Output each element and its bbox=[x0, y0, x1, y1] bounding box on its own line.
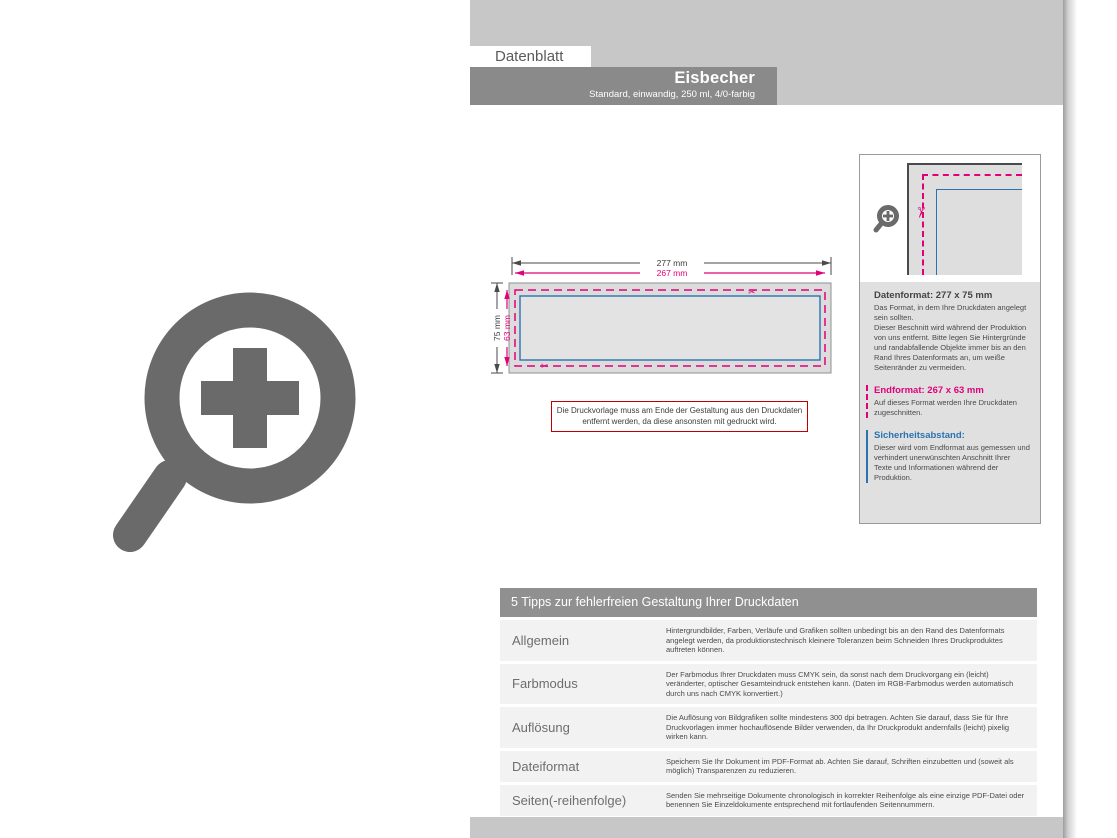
table-row bbox=[500, 751, 1037, 782]
bottom-gray-bar bbox=[470, 817, 1063, 838]
datenblatt-tab-label: Datenblatt bbox=[495, 48, 564, 65]
scissors-icon: ✂ bbox=[748, 287, 756, 297]
datenformat-title: Datenformat: 277 x 75 mm bbox=[874, 290, 993, 301]
tip-text: Die Auflösung von Bildgrafiken sollte mindestens 300 dpi betragen. Achten Sie darauf, dass Sie für Ihre Druckvorlagen immer hochauflösende Bilder verwenden, da Ihr Druckprodukt andernfalls (leicht) pixelig wirken kann. bbox=[666, 713, 1010, 741]
druckvorlage-note-box bbox=[551, 401, 808, 432]
tip-label: Seiten(-reihenfolge) bbox=[512, 792, 627, 808]
table-row bbox=[500, 785, 1037, 816]
table-row bbox=[500, 707, 1037, 748]
corner-detail-thumbnail bbox=[907, 163, 1022, 275]
sicherheitsabstand-text: Dieser wird vom Endformat aus gemessen und verhindert unerwünschten Anschnitt Ihrer Texte und Informationen während der Produktion. bbox=[874, 443, 1030, 482]
datenformat-text: Das Format, in dem Ihre Druckdaten angelegt sein sollten. bbox=[874, 303, 1027, 322]
tip-label: Allgemein bbox=[512, 632, 570, 648]
tip-text: Senden Sie mehrseitige Dokumente chronologisch in korrekter Reihenfolge als eine einzige PDF-Datei oder benennen Sie Einzeldokumente entsprechend mit fortlaufenden Seitennummern. bbox=[666, 790, 1025, 809]
format-info-panel bbox=[859, 154, 1041, 524]
sicherheitsabstand-block bbox=[866, 430, 1030, 483]
zoom-plus-icon bbox=[100, 285, 380, 565]
tips-table bbox=[500, 588, 1037, 816]
tip-label: Farbmodus bbox=[512, 676, 578, 692]
dimension-diagram bbox=[480, 248, 852, 384]
datenblatt-tab bbox=[430, 46, 591, 67]
sicherheitsabstand-title: Sicherheitsabstand: bbox=[874, 430, 965, 441]
dim-label-63: 63 mm bbox=[502, 315, 512, 341]
druckvorlage-note-text: Die Druckvorlage muss am Ende der Gestaltung aus den Druckdaten entfernt werden, da diese ansonsten mit gedruckt wird. bbox=[556, 406, 803, 426]
table-row bbox=[500, 620, 1037, 661]
sicherheitsabstand-line bbox=[936, 189, 1022, 190]
dim-label-277: 277 mm bbox=[656, 258, 688, 268]
product-title: Eisbecher bbox=[674, 69, 755, 87]
tip-text: Der Farbmodus Ihrer Druckdaten muss CMYK sein, da sonst nach dem Druckvorgang ein (leicht) veränderter, optischer Gesamteindruck entstehen kann. (Daten im RGB-Farbmodus werden automatisch durch uns nach CMYK konvertiert.) bbox=[666, 669, 1014, 698]
product-header-bar bbox=[470, 67, 777, 105]
sicherheitsabstand-rect bbox=[520, 296, 820, 360]
sicherheitsabstand-line bbox=[936, 189, 937, 275]
endformat-title: Endformat: 267 x 63 mm bbox=[874, 385, 984, 396]
dim-label-267: 267 mm bbox=[656, 268, 688, 278]
tip-label: Dateiformat bbox=[512, 758, 580, 774]
zoom-plus-icon-small bbox=[871, 202, 903, 236]
format-info-text bbox=[860, 282, 1040, 523]
dim-label-75: 75 mm bbox=[492, 315, 502, 341]
tip-text: Speichern Sie Ihr Dokument im PDF-Format ab. Achten Sie darauf, Schriften einzubetten und (soweit als möglich) Transparenzen zu reduzieren. bbox=[666, 756, 1014, 775]
page-right-edge-shadow bbox=[1063, 0, 1077, 838]
scissors-icon: ✂ bbox=[911, 206, 929, 219]
table-row bbox=[500, 664, 1037, 705]
endformat-dashed-line bbox=[922, 174, 924, 275]
tip-text: Hintergrundbilder, Farben, Verläufe und Grafiken sollten unbedingt bis an den Rand des Datenformats angelegt werden, da produktionstechnisch kleinere Toleranzen beim Schneiden Ihres Druckproduktes auftreten können. bbox=[666, 626, 1005, 654]
endformat-text: Auf dieses Format werden Ihre Druckdaten zugeschnitten. bbox=[874, 398, 1017, 417]
scissors-icon: ✂ bbox=[541, 361, 549, 371]
endformat-dashed-line bbox=[922, 174, 1022, 176]
tip-label: Auflösung bbox=[512, 719, 570, 735]
endformat-block bbox=[866, 385, 1030, 418]
tips-table-header: 5 Tipps zur fehlerfreien Gestaltung Ihrer Druckdaten bbox=[500, 588, 1037, 617]
beschnitt-text: Dieser Beschnitt wird während der Produktion von uns entfernt. Bitte legen Sie Hintergründe und randabfallende Objekte immer bis an den Rand Ihres Datenformats an, um weiße Seitenränder zu vermeiden. bbox=[874, 323, 1027, 372]
product-subtitle: Standard, einwandig, 250 ml, 4/0-farbig bbox=[589, 89, 755, 100]
